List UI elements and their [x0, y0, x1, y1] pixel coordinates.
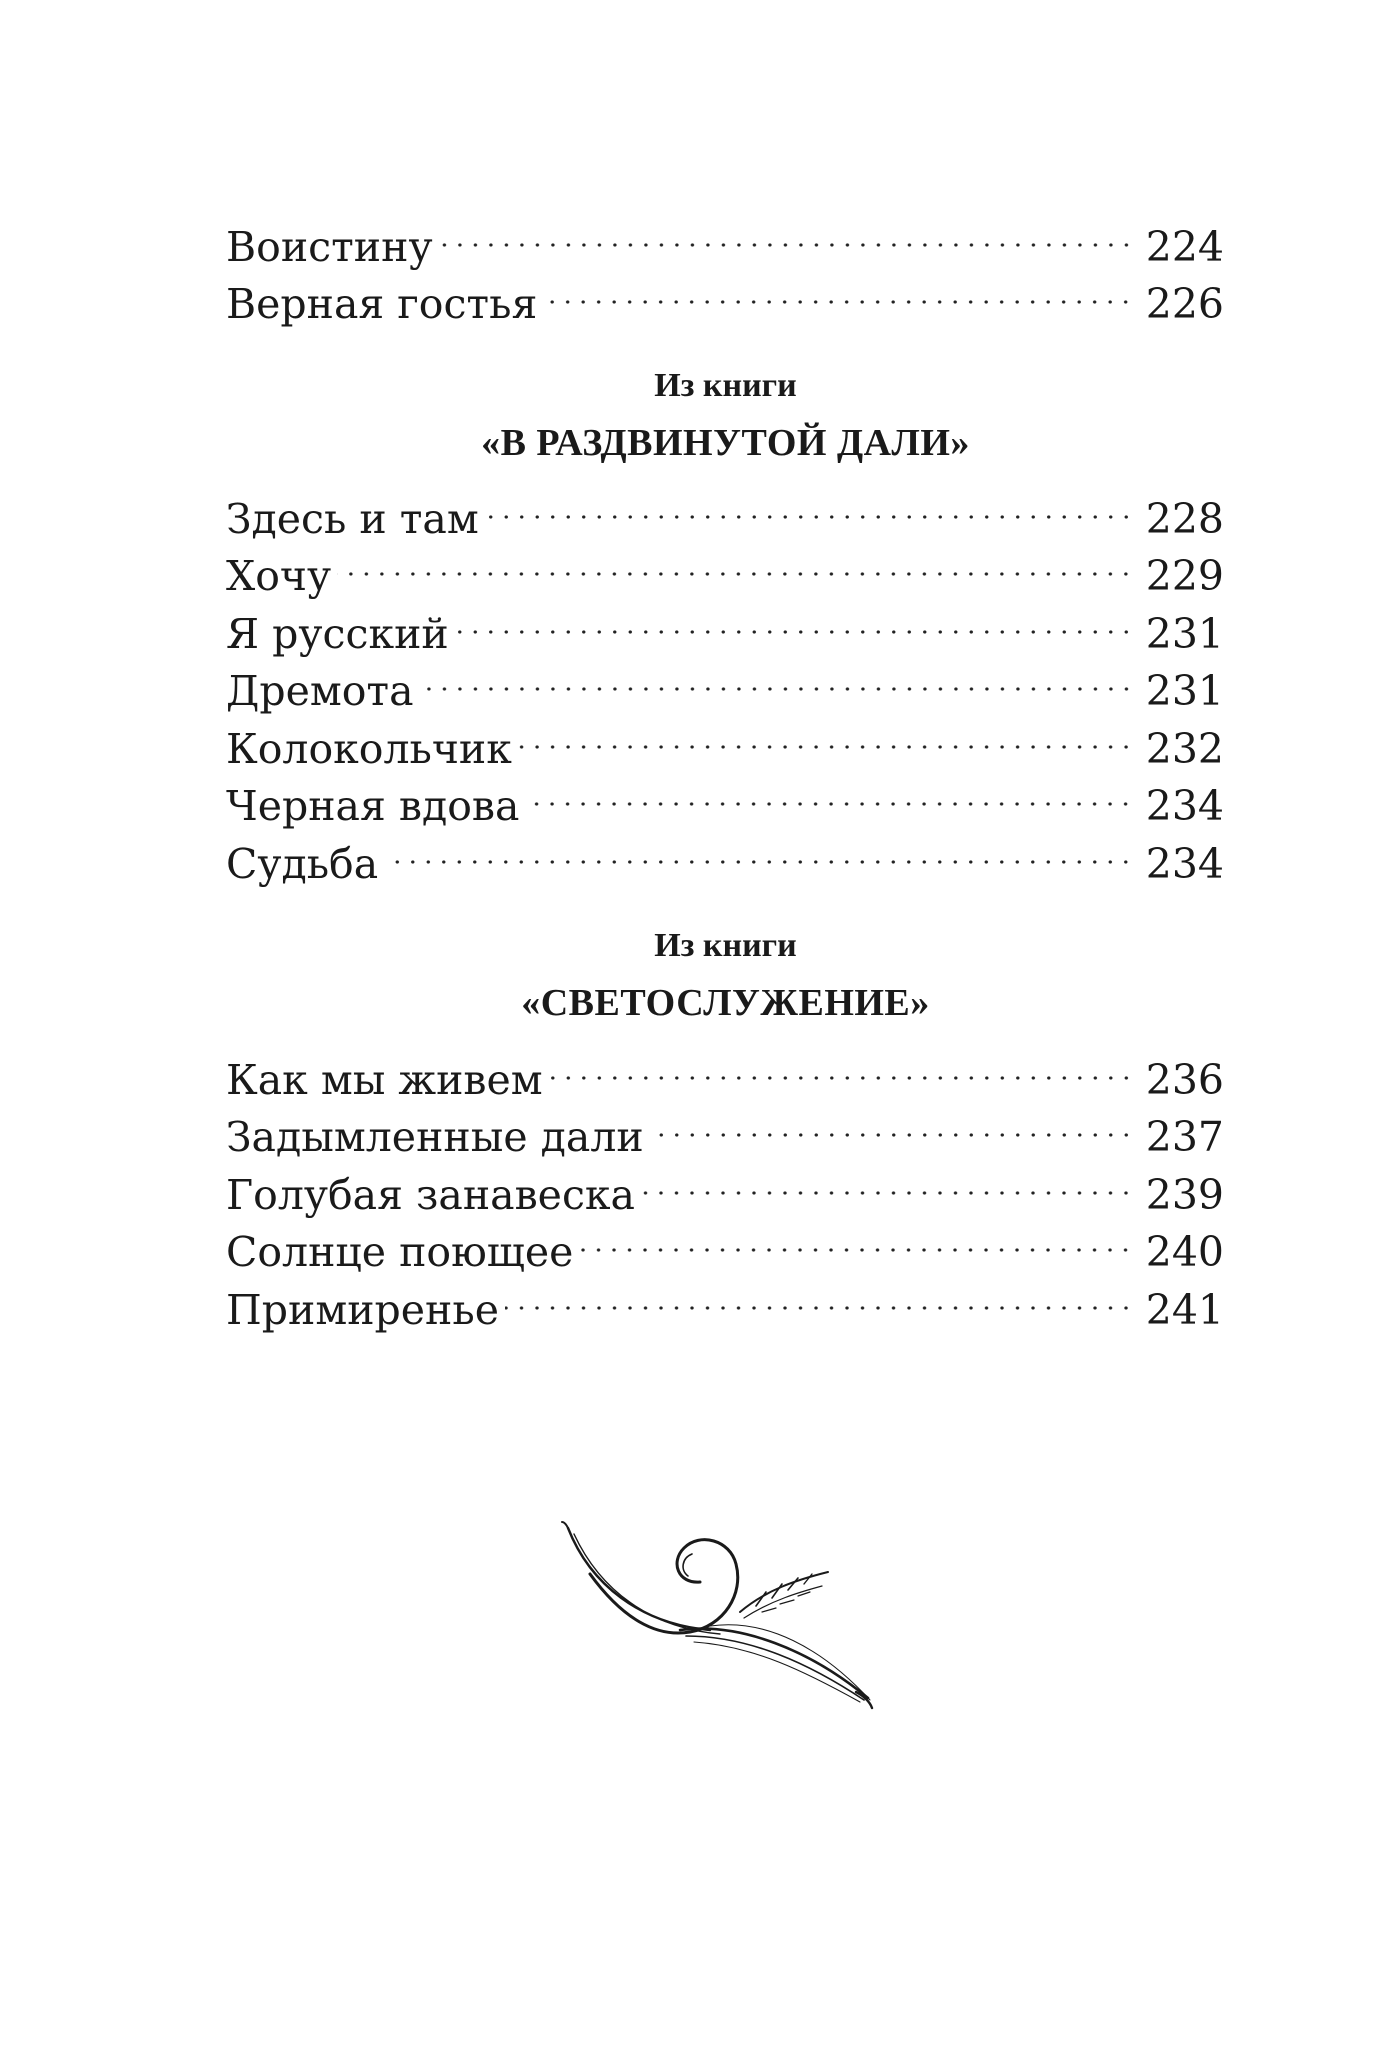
toc-entry-page: 237 [1145, 1113, 1224, 1161]
toc-entry-page: 228 [1145, 494, 1224, 543]
toc-dot-leader [505, 1266, 1134, 1324]
toc-entry-title: Колокольчик [226, 724, 512, 773]
toc-group-1 [226, 203, 1224, 328]
toc-entry-page: 231 [1145, 609, 1224, 658]
floral-flourish-icon [560, 1500, 890, 1720]
toc-entry-page: 236 [1145, 1055, 1224, 1104]
toc-entry-title: Здесь и там [226, 494, 479, 543]
toc-entry-page: 229 [1145, 552, 1224, 600]
toc-entry-title: Судьба [226, 839, 379, 888]
toc-entry-page: 234 [1145, 839, 1224, 888]
toc-entry[interactable] [226, 203, 1224, 271]
toc-entry-title: Голубая занавеска [226, 1170, 635, 1219]
toc-entry-title: Воистину [226, 222, 433, 271]
section-title: «СВЕТОСЛУЖЕНИЕ» [521, 982, 930, 1024]
toc-group-3 [226, 1036, 1224, 1334]
toc-entry-page: 224 [1145, 222, 1224, 271]
toc-entry[interactable] [226, 1036, 1224, 1104]
toc-dot-leader [439, 203, 1134, 261]
toc-dot-leader [641, 1151, 1134, 1209]
section-heading [0, 366, 1382, 466]
toc-group-2 [226, 475, 1224, 888]
toc-entry-title: Верная гостья [226, 280, 538, 328]
toc-dot-leader [455, 590, 1134, 648]
section-heading [0, 926, 1382, 1026]
toc-dot-leader [579, 1209, 1133, 1267]
toc-dot-leader [384, 820, 1134, 878]
toc-entry-page: 234 [1145, 782, 1224, 830]
toc-entry-title: Я русский [226, 609, 449, 658]
toc-dot-leader [549, 1036, 1134, 1094]
toc-entry-title: Солнце поющее [226, 1228, 574, 1276]
toc-entry-title: Задымленные дали [226, 1113, 644, 1161]
toc-entry[interactable] [226, 590, 1224, 658]
toc-dot-leader [543, 261, 1133, 319]
toc-entry-title: Дремота [226, 667, 414, 715]
toc-dot-leader [650, 1094, 1134, 1152]
section-kicker: Из книги [654, 927, 797, 964]
toc-dot-leader [485, 475, 1134, 533]
toc-entry-title: Как мы живем [226, 1055, 543, 1104]
toc-dot-leader [337, 533, 1134, 591]
toc-entry-page: 241 [1145, 1285, 1224, 1334]
toc-entry-title: Примиренье [226, 1285, 499, 1334]
toc-dot-leader [420, 648, 1134, 706]
section-kicker: Из книги [654, 367, 797, 404]
toc-dot-leader [518, 705, 1134, 763]
toc-entry[interactable] [226, 533, 1224, 600]
toc-entry-page: 226 [1145, 280, 1224, 328]
toc-entry-page: 232 [1145, 724, 1224, 773]
toc-entry-page: 239 [1145, 1170, 1224, 1219]
toc-dot-leader [525, 763, 1133, 821]
toc-entry[interactable] [226, 475, 1224, 543]
toc-entry-page: 231 [1145, 667, 1224, 715]
section-title: «В РАЗДВИНУТОЙ ДАЛИ» [481, 422, 970, 464]
toc-entry-title: Хочу [226, 552, 332, 600]
toc-entry-page: 240 [1145, 1228, 1224, 1276]
toc-entry-title: Черная вдова [226, 782, 520, 830]
